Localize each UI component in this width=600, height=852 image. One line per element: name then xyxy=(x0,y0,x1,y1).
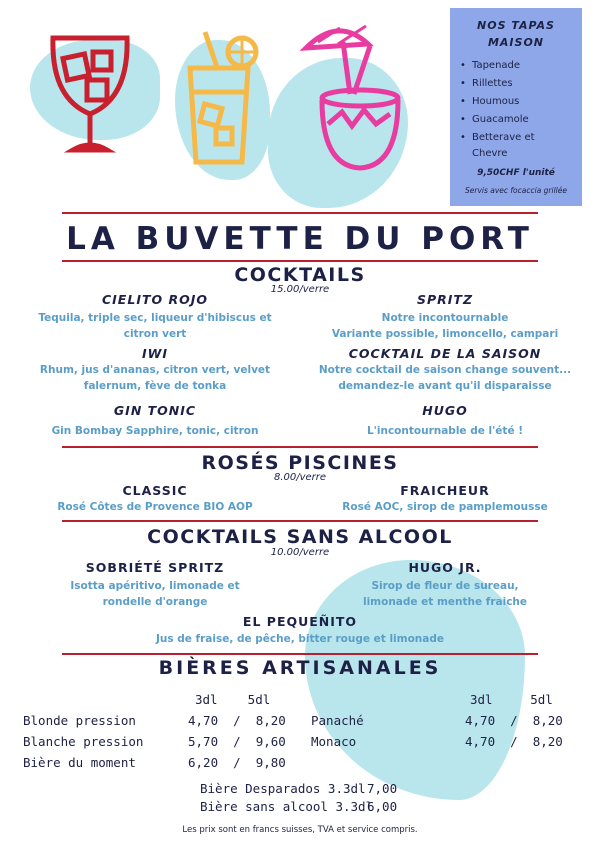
item-description: Jus de fraise, de pêche, bitter rouge et limonade xyxy=(155,633,445,645)
item-name: HUGO xyxy=(422,403,468,418)
divider xyxy=(62,653,538,655)
beer-prices: 4,70 / 8,20 xyxy=(188,713,286,728)
item-name: FRAICHEUR xyxy=(400,483,490,498)
beer-prices: 4,70 / 8,20 xyxy=(465,734,563,749)
divider xyxy=(62,520,538,522)
section-heading-bieres: BIÈRES ARTISANALES xyxy=(158,657,442,679)
item-name: IWI xyxy=(141,346,169,361)
wine-glass-icon xyxy=(45,28,135,163)
tapas-price: 9,50CHF l'unité xyxy=(477,168,555,178)
section-price-cocktails: 15.00/verre xyxy=(270,284,330,295)
beer-name: Bière du moment xyxy=(23,755,136,770)
tapas-item-continued: Chevre xyxy=(472,148,508,159)
item-name: CLASSIC xyxy=(122,483,188,498)
tapas-item: • Guacamole xyxy=(472,114,529,125)
tapas-item: • Betterave et xyxy=(472,132,535,143)
bottle-name: Bière sans alcool 3.3dl xyxy=(200,799,374,814)
item-name: EL PEQUEÑITO xyxy=(242,614,358,629)
item-description: Tequila, triple sec, liqueur d'hibiscus et citron vert xyxy=(38,312,272,340)
section-heading-sans-alcool: COCKTAILS SANS ALCOOL xyxy=(147,526,453,548)
bottle-price: 7,00 xyxy=(367,781,398,796)
section-price-roses: 8.00/verre xyxy=(273,472,327,483)
item-description: Rosé AOC, sirop de pamplemousse xyxy=(342,501,548,513)
beer-size-header-right: 3dl 5dl xyxy=(470,692,553,707)
section-heading-roses: ROSÉS PISCINES xyxy=(201,452,399,474)
divider xyxy=(62,260,538,262)
beer-name: Blanche pression xyxy=(23,734,144,749)
divider xyxy=(62,446,538,448)
item-name: SPRITZ xyxy=(416,292,474,307)
item-name: GIN TONIC xyxy=(113,403,197,418)
item-description: Rhum, jus d'ananas, citron vert, velvet falernum, fève de tonka xyxy=(39,364,271,392)
beer-prices: 4,70 / 8,20 xyxy=(465,713,563,728)
tapas-item: • Tapenade xyxy=(472,60,520,71)
item-description: Isotta apéritivo, limonade et rondelle d'orange xyxy=(70,580,240,608)
beer-size-header-left: 3dl 5dl xyxy=(195,692,271,707)
tapas-note: Servis avec focaccia grillée xyxy=(464,186,567,195)
beer-name: Blonde pression xyxy=(23,713,136,728)
footer-note: Les prix sont en francs suisses, TVA et service compris. xyxy=(182,825,418,835)
item-description: Gin Bombay Sapphire, tonic, citron xyxy=(51,425,259,437)
beer-prices: 6,20 / 9,80 xyxy=(188,755,286,770)
item-name: COCKTAIL DE LA SAISON xyxy=(348,346,542,361)
beer-prices: 5,70 / 9,60 xyxy=(188,734,286,749)
beer-name: Monaco xyxy=(311,734,357,749)
divider xyxy=(62,212,538,214)
tapas-title-line1: NOS TAPAS xyxy=(477,19,555,32)
item-description: Notre incontournable Variante possible, limoncello, campari xyxy=(331,312,559,340)
item-name: CIELITO ROJO xyxy=(101,292,208,307)
item-name: SOBRIÉTÉ SPRITZ xyxy=(85,560,225,575)
tapas-box xyxy=(450,8,582,206)
item-description: L'incontournable de l'été ! xyxy=(366,425,524,437)
bottle-name: Bière Desparados 3.3dl xyxy=(200,781,366,796)
item-name: HUGO JR. xyxy=(408,560,482,575)
section-price-sans-alcool: 10.00/verre xyxy=(270,547,330,558)
tapas-item: • Houmous xyxy=(472,96,519,107)
section-heading-cocktails: COCKTAILS xyxy=(234,264,366,286)
bottle-price: 6,00 xyxy=(367,799,398,814)
item-description: Rosé Côtes de Provence BIO AOP xyxy=(57,501,253,513)
tapas-item: • Rillettes xyxy=(472,78,513,89)
item-description: Sirop de fleur de sureau, limonade et menthe fraiche xyxy=(362,580,528,608)
page-title: LA BUVETTE DU PORT xyxy=(66,221,534,257)
beer-name: Panaché xyxy=(311,713,364,728)
item-description: Notre cocktail de saison change souvent... demandez-le avant qu'il disparaisse xyxy=(318,364,572,392)
lemonade-glass-icon xyxy=(180,30,270,170)
tapas-title-line2: MAISON xyxy=(487,36,545,49)
coconut-cocktail-icon xyxy=(298,16,418,186)
